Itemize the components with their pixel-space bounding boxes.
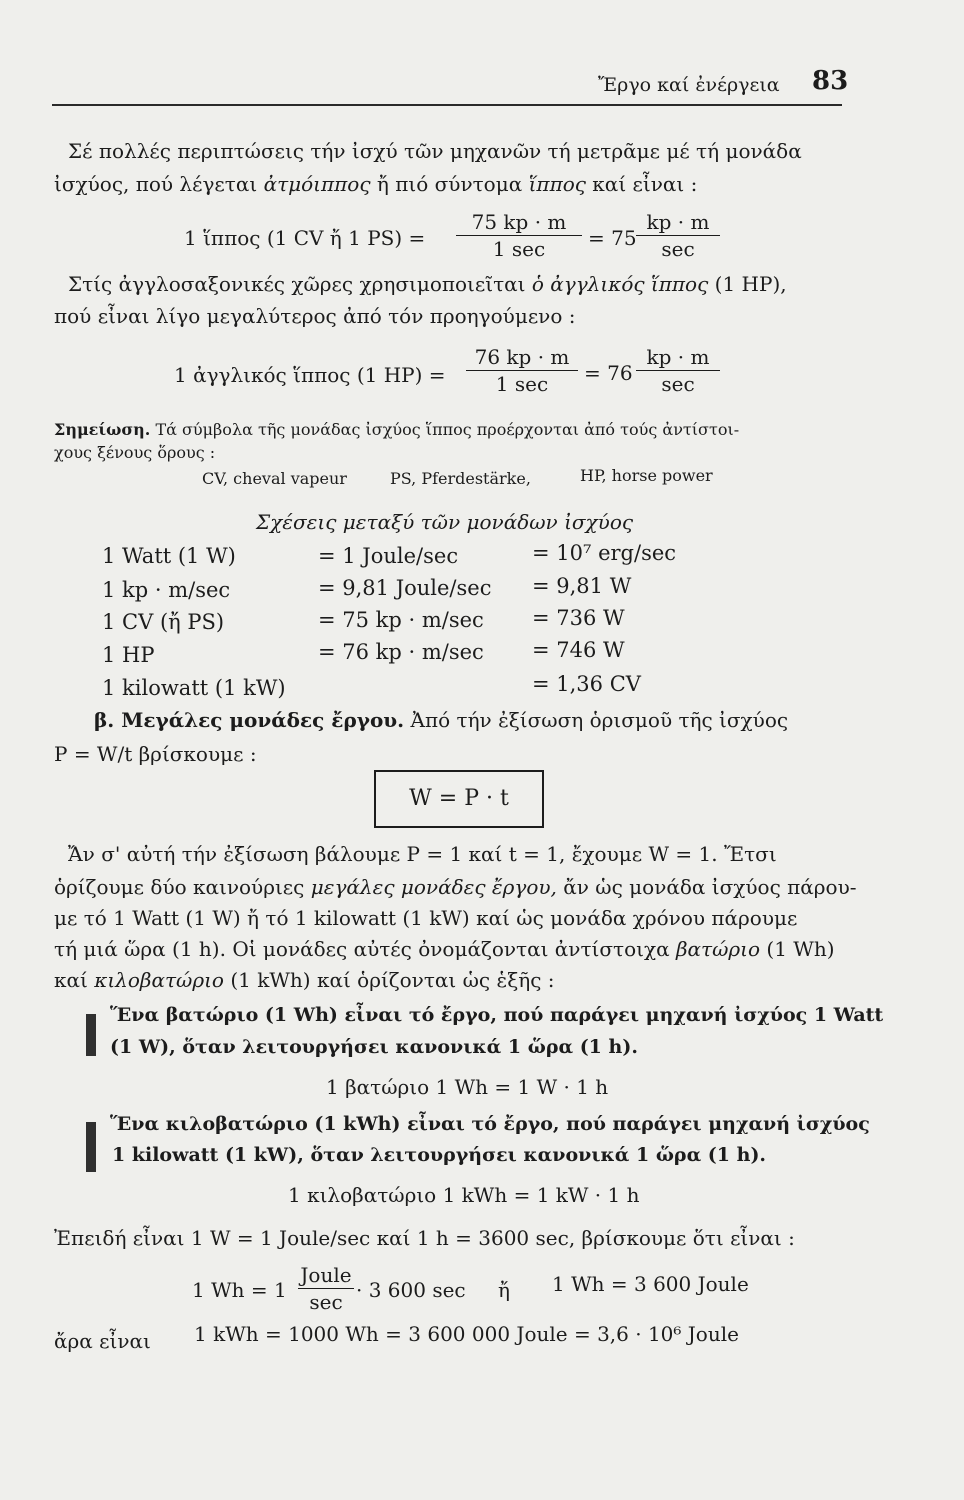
section-b-heading: β. Μεγάλες μονάδες ἔργου. xyxy=(94,708,405,732)
formula3-rhs: 1 Wh = 3 600 Joule xyxy=(552,1272,749,1296)
note-term-ps: PS, Pferdestärke, xyxy=(390,469,531,488)
definition-1-formula: 1 βατώριο 1 Wh = 1 W · 1 h xyxy=(326,1075,609,1099)
formula2-fraction-1 xyxy=(466,345,578,396)
table-row-3-eq2: = 736 W xyxy=(532,606,625,630)
note-text: Τά σύμβολα τῆς μονάδας ἰσχύος ἵππος προέρχονται ἀπό τούς ἀντίστοι- xyxy=(150,420,740,439)
definition-1-marker xyxy=(86,1014,96,1056)
term-large-units: μεγάλες μονάδες ἔργου, xyxy=(310,875,557,899)
section-b-line-1 xyxy=(94,708,788,732)
definition-2-line-1: Ἕνα κιλοβατώριο (1 kWh) εἶναι τό ἔργο, πού παράγει μηχανή ἰσχύος xyxy=(110,1113,870,1135)
table-row-1-eq1: = 1 Joule/sec xyxy=(318,544,459,568)
formula1-fraction-1 xyxy=(456,210,582,261)
note-label: Σημείωση. xyxy=(54,420,151,439)
since-line: Ἐπειδή εἶναι 1 W = 1 Joule/sec καί 1 h = 3600 sec, βρίσκουμε ὅτι εἶναι : xyxy=(54,1226,795,1250)
numerator: kp · m xyxy=(636,345,720,371)
definition-1-line-1: Ἕνα βατώριο (1 Wh) εἶναι τό ἔργο, πού παράγει μηχανή ἰσχύος 1 Watt xyxy=(110,1004,884,1026)
running-header: Ἔργο καί ἐνέργεια xyxy=(598,74,780,96)
formula1-fraction-2 xyxy=(636,210,720,261)
page-number: 83 xyxy=(812,66,849,96)
table-row-2-eq1: = 9,81 Joule/sec xyxy=(318,576,492,600)
numerator: Joule xyxy=(298,1263,354,1289)
anglo-line-2: πού εἶναι λίγο μεγαλύτερος ἀπό τόν προηγούμενο : xyxy=(54,304,576,328)
intro-text: ἰσχύος, πού λέγεται xyxy=(54,172,264,196)
formula2-mid: = 76 xyxy=(584,361,633,385)
table-row-4-eq1: = 76 kp · m/sec xyxy=(318,640,484,664)
para2-line-5 xyxy=(54,968,555,992)
table-row-1-unit: 1 Watt (1 W) xyxy=(102,544,236,568)
para2-text: ὁρίζουμε δύο καινούριες xyxy=(54,875,311,899)
anglo-text: (1 HP), xyxy=(708,272,787,296)
para2-line-1: Ἄν σ' αὐτή τήν ἐξίσωση βάλουμε P = 1 καί t = 1, ἔχουμε W = 1. Ἔτσι xyxy=(68,842,777,866)
formula2-lhs: 1 ἀγγλικός ἵππος (1 HP) = xyxy=(174,363,446,387)
formula3-lhs: 1 Wh = 1 xyxy=(192,1278,287,1302)
header-rule xyxy=(52,104,842,106)
note-line-2: χους ξένους ὅρους : xyxy=(54,443,216,462)
table-row-5-eq2: = 1,36 CV xyxy=(532,672,641,696)
denominator: sec xyxy=(309,1290,343,1314)
para2-text: (1 Wh) xyxy=(760,937,835,961)
definition-1-line-2: (1 W), ὅταν λειτουργήσει κανονικά 1 ὥρα (1 h). xyxy=(110,1036,638,1058)
final-label: ἄρα εἶναι xyxy=(54,1329,151,1353)
formula3-fraction xyxy=(298,1263,354,1314)
anglo-text: Στίς ἀγγλοσαξονικές χῶρες χρησιμοποιεῖται xyxy=(68,272,532,296)
para2-text: ἄν ὡς μονάδα ἰσχύος πάρου- xyxy=(556,875,857,899)
table-row-1-eq2: = 10⁷ erg/sec xyxy=(532,541,677,565)
table-row-4-unit: 1 HP xyxy=(102,643,155,667)
note-term-cv: CV, cheval vapeur xyxy=(202,469,347,488)
denominator: 1 sec xyxy=(492,237,546,261)
note-line-1 xyxy=(54,420,739,439)
table-row-2-eq2: = 9,81 W xyxy=(532,574,632,598)
formula1-lhs: 1 ἵππος (1 CV ἤ 1 PS) = xyxy=(184,226,426,250)
numerator: kp · m xyxy=(636,210,720,236)
para2-line-3: με τό 1 Watt (1 W) ἤ τό 1 kilowatt (1 kW) καί ὡς μονάδα χρόνου πάρουμε xyxy=(54,906,798,930)
table-row-3-eq1: = 75 kp · m/sec xyxy=(318,608,484,632)
definition-2-line-2: 1 kilowatt (1 kW), ὅταν λειτουργήσει κανονικά 1 ὥρα (1 h). xyxy=(112,1144,767,1166)
para2-line-4 xyxy=(54,937,835,961)
intro-text: καί εἶναι : xyxy=(585,172,698,196)
table-row-2-unit: 1 kp · m/sec xyxy=(102,578,231,602)
intro-line-1: Σέ πολλές περιπτώσεις τήν ἰσχύ τῶν μηχανῶν τή μετρᾶμε μέ τή μονάδα xyxy=(68,139,802,163)
formula3-rest: · 3 600 sec xyxy=(356,1278,466,1302)
formula1-mid: = 75 xyxy=(588,226,637,250)
denominator: sec xyxy=(661,372,695,396)
term-kilowatt-hour: κιλοβατώριο xyxy=(94,968,224,992)
denominator: 1 sec xyxy=(495,372,549,396)
term-atmoippos: ἀτμόιππος xyxy=(263,172,371,196)
numerator: 76 kp · m xyxy=(466,345,578,371)
boxed-formula: W = P · t xyxy=(374,770,544,828)
section-b-line-2: P = W/t βρίσκουμε : xyxy=(54,742,257,766)
formula3-or: ἤ xyxy=(498,1278,510,1302)
anglo-line-1 xyxy=(68,272,787,296)
final-formula: 1 kWh = 1000 Wh = 3 600 000 Joule = 3,6 · 10⁶ Joule xyxy=(194,1322,739,1346)
para2-text: καί xyxy=(54,968,95,992)
table-row-4-eq2: = 746 W xyxy=(532,638,625,662)
definition-2-marker xyxy=(86,1122,96,1172)
table-row-5-unit: 1 kilowatt (1 kW) xyxy=(102,676,286,700)
note-term-hp: HP, horse power xyxy=(580,466,713,485)
definition-2-formula: 1 κιλοβατώριο 1 kWh = 1 kW · 1 h xyxy=(288,1183,640,1207)
relations-title: Σχέσεις μεταξύ τῶν μονάδων ἰσχύος xyxy=(256,510,634,534)
para2-text: τή μιά ὥρα (1 h). Οἱ μονάδες αὐτές ὀνομάζονται ἀντίστοιχα xyxy=(54,937,676,961)
denominator: sec xyxy=(661,237,695,261)
para2-line-2 xyxy=(54,875,857,899)
term-english-horse: ὁ ἀγγλικός ἵππος xyxy=(531,272,709,296)
intro-line-2 xyxy=(54,172,697,196)
numerator: 75 kp · m xyxy=(456,210,582,236)
term-watt-hour: βατώριο xyxy=(675,937,761,961)
intro-text: ἤ πιό σύντομα xyxy=(370,172,529,196)
term-ippos: ἵππος xyxy=(528,172,586,196)
para2-text: (1 kWh) καί ὁρίζονται ὡς ἑξῆς : xyxy=(223,968,555,992)
formula2-fraction-2 xyxy=(636,345,720,396)
table-row-3-unit: 1 CV (ἤ PS) xyxy=(102,610,225,634)
section-b-text: Ἀπό τήν ἐξίσωση ὁρισμοῦ τῆς ἰσχύος xyxy=(404,708,789,732)
